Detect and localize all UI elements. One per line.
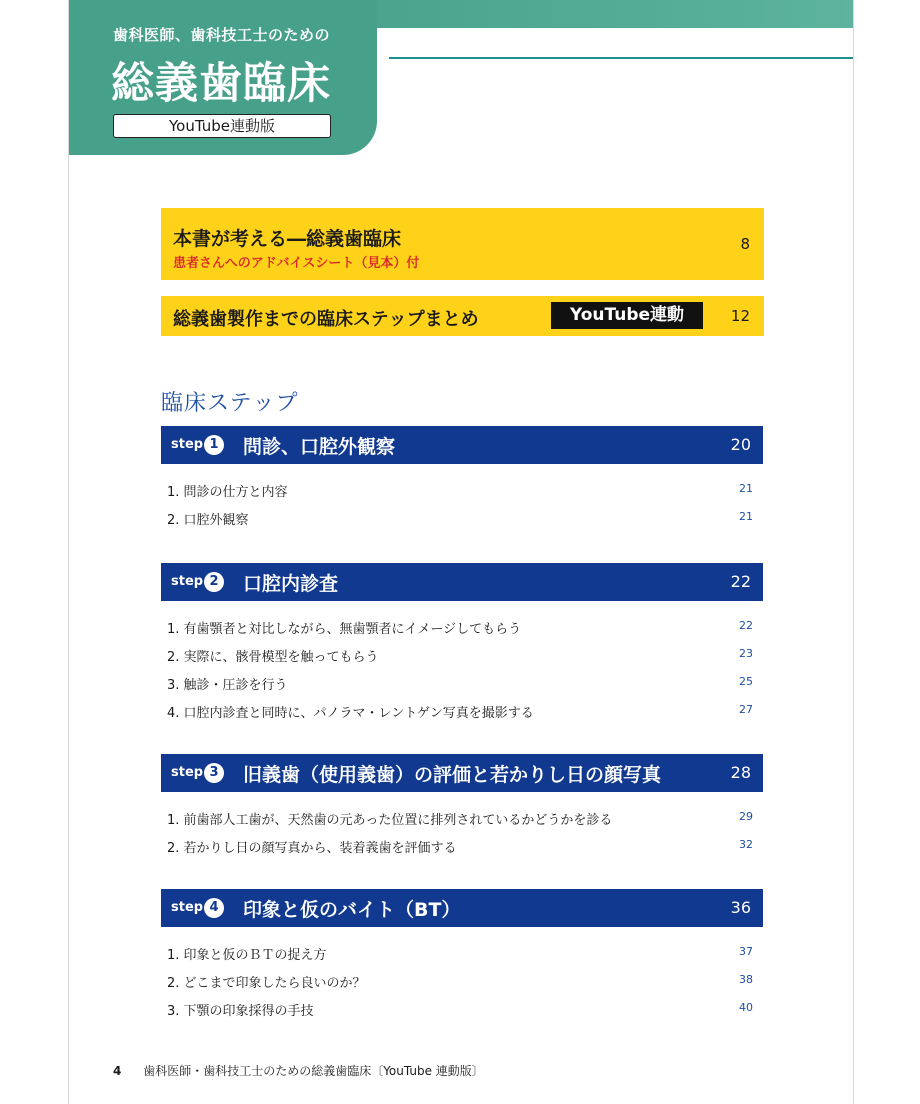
header-subtitle: 歯科医師、歯科技工士のための: [113, 26, 331, 44]
toc-item-label: 2. どこまで印象したら良いのか？: [167, 976, 366, 991]
step-number-badge: 2: [204, 572, 224, 592]
toc-item-page: 32: [739, 838, 753, 851]
toc-item-page: 23: [739, 647, 753, 660]
toc-item-label: 1. 前歯部人工歯が、天然歯の元あった位置に排列されているかどうかを診る: [167, 813, 613, 828]
page: [68, 0, 854, 1104]
step-page: 28: [730, 763, 751, 782]
footer-running-title: 歯科医師・歯科技工士のための総義歯臨床〔YouTube 連動版〕: [143, 1064, 484, 1078]
toc-item[interactable]: [167, 972, 753, 992]
header-rule: [389, 57, 854, 59]
toc-item[interactable]: [167, 646, 753, 666]
youtube-edition-badge: YouTube連動版: [113, 114, 331, 138]
step-number-badge: 1: [204, 435, 224, 455]
step-number-badge: 4: [204, 898, 224, 918]
page-footer: [113, 1062, 484, 1079]
toc-item-label: 1. 問診の仕方と内容: [167, 485, 288, 500]
toc-item-page: 29: [739, 810, 753, 823]
toc-item-label: 1. 有歯顎者と対比しながら、無歯顎者にイメージしてもらう: [167, 622, 522, 637]
toc-item-label: 4. 口腔内診査と同時に、パノラマ・レントゲン写真を撮影する: [167, 706, 534, 721]
toc-item[interactable]: [167, 1000, 753, 1020]
toc-item-label: 2. 口腔外観察: [167, 513, 249, 528]
section-heading: 臨床ステップ: [161, 391, 299, 416]
toc-item-label: 2. 実際に、骸骨模型を触ってもらう: [167, 650, 379, 665]
step-2-header[interactable]: [161, 563, 763, 601]
step-title: 口腔内診査: [243, 573, 339, 595]
toc-item-label: 1. 印象と仮のＢＴの捉え方: [167, 948, 327, 963]
toc-item-page: 40: [739, 1001, 753, 1014]
step-title: 問診、口腔外観察: [243, 436, 396, 458]
intro-entry-title: 総義歯製作までの臨床ステップまとめ: [173, 309, 479, 330]
step-1-header[interactable]: [161, 426, 763, 464]
toc-item[interactable]: [167, 674, 753, 694]
step-page: 20: [730, 435, 751, 454]
toc-item[interactable]: [167, 944, 753, 964]
toc-item[interactable]: [167, 837, 753, 857]
toc-item-page: 27: [739, 703, 753, 716]
toc-item-label: 3. 下顎の印象採得の手技: [167, 1004, 314, 1019]
step-title: 旧義歯（使用義歯）の評価と若かりし日の顔写真: [243, 764, 662, 786]
toc-item[interactable]: [167, 809, 753, 829]
toc-item-label: 2. 若かりし日の顔写真から、装着義歯を評価する: [167, 841, 457, 856]
step-page: 36: [730, 898, 751, 917]
intro-entry-title: 本書が考える―総義歯臨床: [173, 228, 402, 250]
step-label: step: [171, 574, 204, 589]
toc-item-page: 25: [739, 675, 753, 688]
toc-item[interactable]: [167, 509, 753, 529]
toc-item[interactable]: [167, 481, 753, 501]
toc-item[interactable]: [167, 702, 753, 722]
step-3-header[interactable]: [161, 754, 763, 792]
footer-page-number: 4: [113, 1064, 122, 1078]
youtube-badge: YouTube連動: [551, 302, 703, 329]
toc-item-page: 38: [739, 973, 753, 986]
intro-entry-page: 12: [730, 307, 750, 325]
step-label: step: [171, 900, 204, 915]
step-title: 印象と仮のバイト（BT）: [243, 899, 461, 921]
toc-item-label: 3. 触診・圧診を行う: [167, 678, 288, 693]
step-label: step: [171, 437, 204, 452]
intro-entry-2[interactable]: [161, 296, 764, 336]
step-page: 22: [730, 572, 751, 591]
toc-item-page: 22: [739, 619, 753, 632]
book-title: 総義歯臨床: [111, 59, 331, 109]
step-number-badge: 3: [204, 763, 224, 783]
step-4-header[interactable]: [161, 889, 763, 927]
intro-entry-subtitle: 患者さんへのアドバイスシート（見本）付: [173, 256, 420, 271]
toc-item[interactable]: [167, 618, 753, 638]
intro-entry-page: 8: [740, 235, 750, 253]
toc-item-page: 21: [739, 510, 753, 523]
toc-item-page: 37: [739, 945, 753, 958]
intro-entry-1[interactable]: [161, 208, 764, 280]
toc-item-page: 21: [739, 482, 753, 495]
step-label: step: [171, 765, 204, 780]
